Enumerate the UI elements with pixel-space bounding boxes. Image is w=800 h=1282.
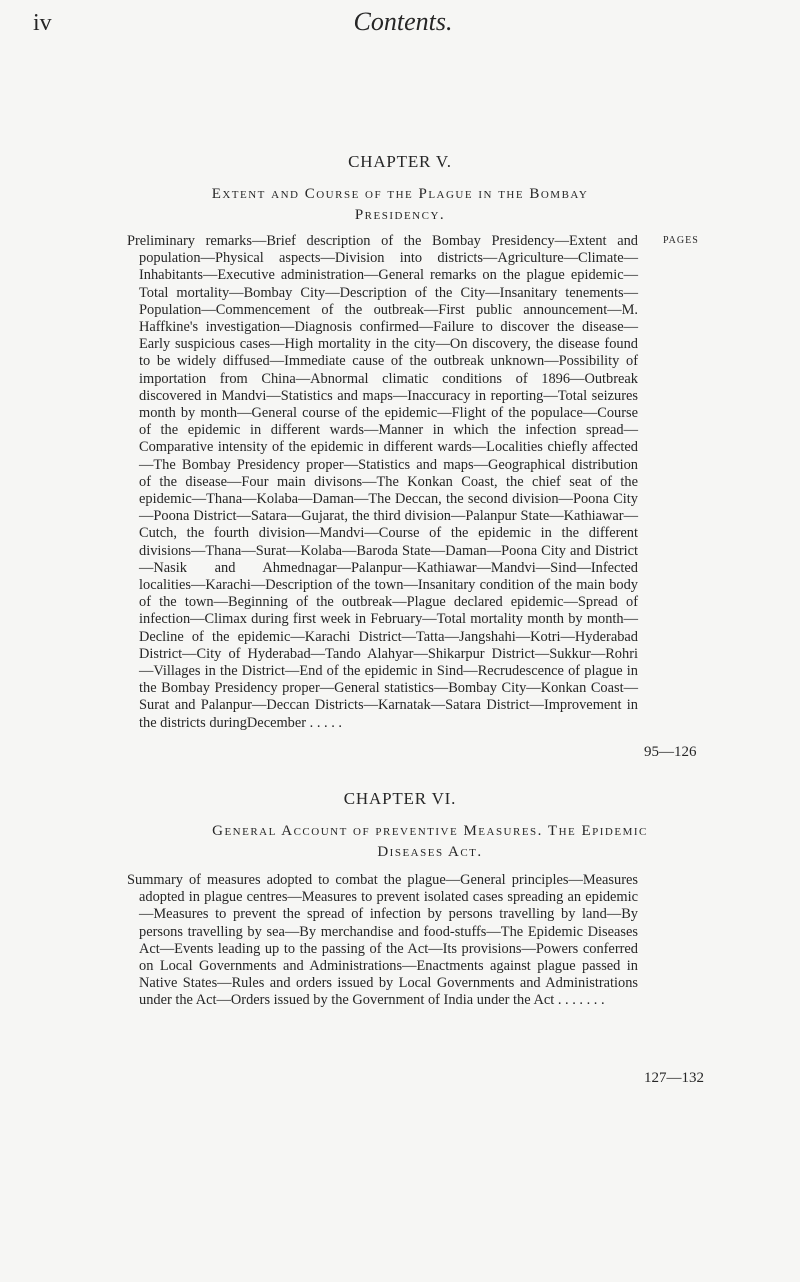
chapter-v-pages: 95—126 bbox=[644, 744, 697, 760]
page-number: iv bbox=[33, 10, 52, 36]
chapter-v-title-line2: Presidency. bbox=[354, 207, 446, 223]
chapter-vi-heading: CHAPTER VI. bbox=[343, 789, 457, 808]
chapter-vi-pages: 127—132 bbox=[644, 1070, 704, 1086]
chapter-vi-title-line2: Diseases Act. bbox=[377, 844, 483, 860]
running-head: Contents. bbox=[353, 7, 453, 36]
chapter-vi-title bbox=[100, 821, 760, 863]
chapter-v-title-line1: Extent and Course of the Plague in the Bombay bbox=[211, 186, 589, 202]
chapter-vi-summary: Summary of measures adopted to combat the plague—General principles—Measures adopted in plague centres—Measures to prevent isolated cases spreading an epidemic—Measures to prevent the spread of infection by persons travelling by land—By persons travelling by sea—By merchandise and food-stuffs—The Epidemic Diseases Act—Events leading up to the passing of the Act—Its provisions—Powers conferred on Local Governments and Administrations—Enactments against plague passed in Native States—Rules and orders issued by Local Governments and Administrations under the Act—Orders issued by the Government of India under the Act . . . . . . . bbox=[127, 872, 638, 1009]
pages-label: PAGES bbox=[663, 235, 699, 246]
chapter-vi-title-line1: General Account of preventive Measures. The Epidemic bbox=[212, 823, 648, 839]
chapter-v-heading: CHAPTER V. bbox=[348, 152, 452, 171]
chapter-v-summary: Preliminary remarks—Brief description of the Bombay Presidency—Extent and population—Physical aspects—Division into districts—Agriculture—Climate—Inhabitants—Executive administration—General remarks on the plague epidemic—Total mortality—Bombay City—Description of the City—Insanitary tenements—Population—Commencement of the outbreak—First public announcement—M. Haffkine's investigation—Diagnosis confirmed—Failure to discover the disease—Early suspicious cases—High mortality in the city—On discovery, the disease found to be widely diffused—Immediate cause of the outbreak unknown—Possibility of importation from China—Abnormal climatic conditions of 1896—Outbreak discovered in Mandvi—Statistics and maps—Inaccuracy in reporting—Total seizures month by month—General course of the epidemic—Flight of the populace—Course of the epidemic in different wards—Manner in which the infection spread—Comparative intensity of the epidemic in different wards—Localities chiefly affected—The Bombay Presidency proper—Statistics and maps—Geographical distribution of the disease—Four main divisons—The Konkan Coast, the chief seat of the epidemic—Thana—Kolaba—Daman—The Deccan, the second division—Poona City—Poona District—Satara—Gujarat, the third division—Palanpur State—Kathiawar—Cutch, the fourth division—Mandvi—Course of the epidemic in the different divisions—Thana—Surat—Kolaba—Baroda State—Daman—Poona City and District—Nasik and Ahmednagar—Palanpur—Kathiawar—Mandvi—Sind—Infected localities—Karachi—Description of the town—Insanitary condition of the main body of the town—Beginning of the outbreak—Plague declared epidemic—Spread of infection—Climax during first week in February—Total mortality month by month—Decline of the epidemic—Karachi District—Tatta—Jangshahi—Kotri—Hyderabad District—City of Hyderabad—Tando Alahyar—Shikarpur District—Sukkur—Rohri—Villages in the District—End of the epidemic in Sind—Recrudescence of plague in the Bombay Presidency proper—General statistics—Bombay City—Konkan Coast—Surat and Palanpur—Deccan Districts—Karnatak—Satara District—Improvement in the districts duringDecember . . . . . bbox=[127, 233, 638, 731]
chapter-v-title bbox=[70, 184, 730, 226]
